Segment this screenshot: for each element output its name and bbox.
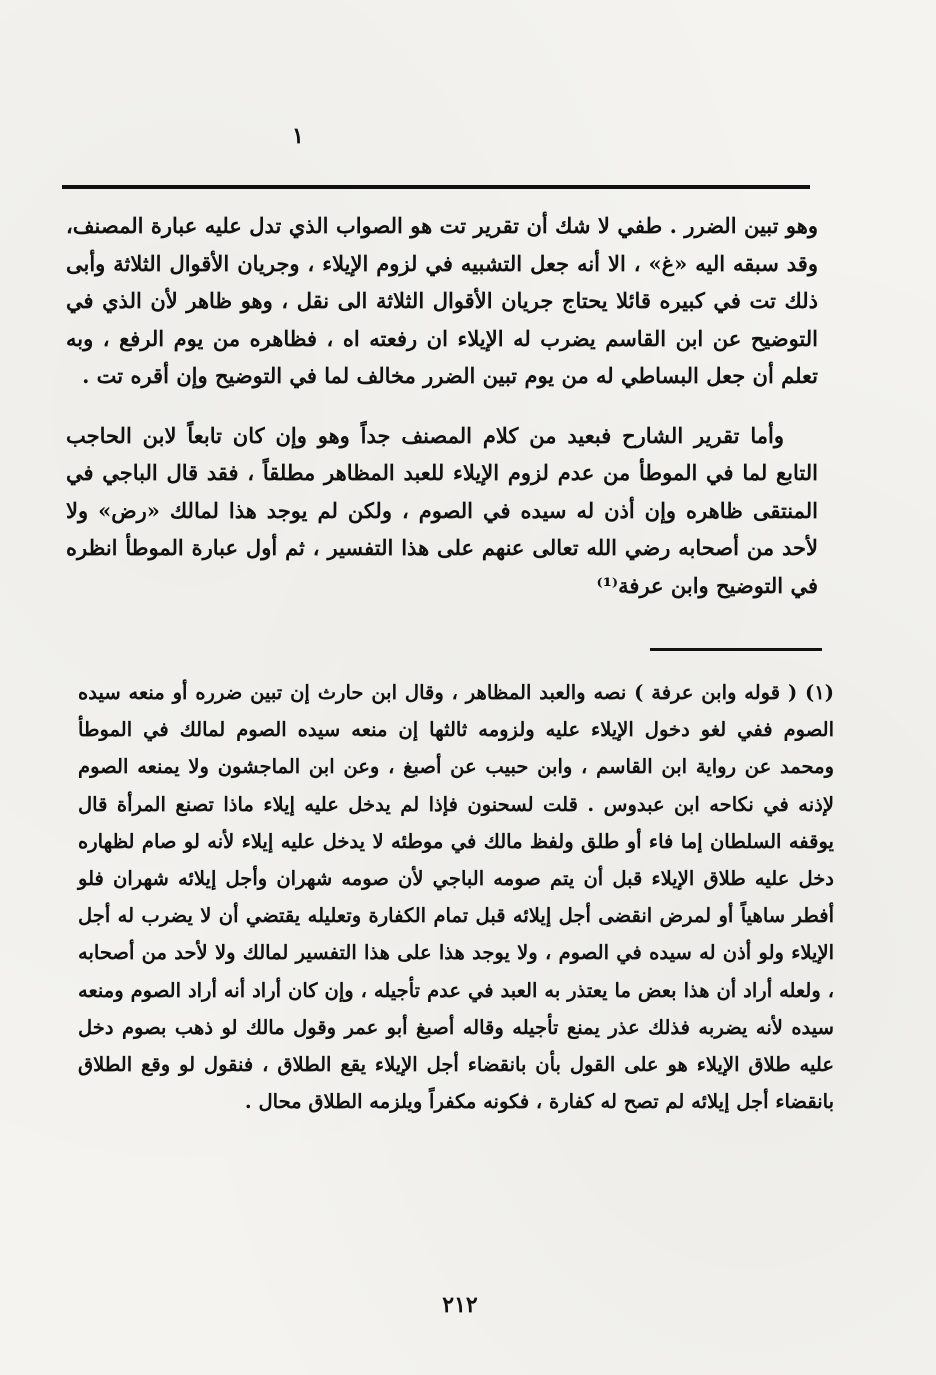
footnote-separator <box>650 648 822 651</box>
header-mark: ١ <box>292 123 304 149</box>
main-text <box>66 207 818 604</box>
footnote-text: (١) ( قوله وابن عرفة ) نصه والعبد المظاهر ، وقال ابن حارث إن تبين ضرره أو منعه سيده الصوم ففي لغو دخول الإيلاء عليه ولزومه ثالثها إن منعه سيده الصوم لمالك في الموطأ ومحمد عن رواية ابن القاسم ، وابن حبيب عن أصبغ ، وعن ابن الماجشون ولا يمنعه الصوم لإذنه في نكاحه ابن عبدوس . قلت لسحنون فإذا لم يدخل عليه إيلاء ماذا تصنع المرأة قال يوقفه السلطان إما فاء أو طلق ولفظ مالك في موطئه لا يدخل عليه إيلاء لأنه لو صام لظهاره دخل عليه طلاق الإيلاء قبل أن يتم صومه الباجي لأن صومه شهران وأجل إيلائه شهران فلو أفطر ساهياً أو لمرض انقضى أجل إيلائه قبل تمام الكفارة وتعليله يقتضي أن لا يضرب له أجل الإيلاء ولو أذن له سيده في الصوم ، ولا يوجد هذا على هذا التفسير لمالك ولا لأحد من أصحابه ، ولعله أراد أن هذا بعض ما يعتذر به العبد في عدم تأجيله ، وإن كان أراد أنه أراد الصوم ومنعه سيده لأنه يضربه فذلك عذر يمنع تأجيله وقاله أصبغ أبو عمر وقول مالك لو ذهب بصوم دخل عليه طلاق الإيلاء هو على القول بأن بانقضاء أجل الإيلاء يقع الطلاق ، فنقول لو وقع الطلاق بانقضاء أجل إيلائه لم تصح له كفارة ، فكونه مكفراً ويلزمه الطلاق محال . <box>78 681 834 1114</box>
footnote <box>78 674 834 1120</box>
main-paragraph-1: وهو تبين الضرر . طفي لا شك أن تقرير تت هو الصواب الذي تدل عليه عبارة المصنف، وقد سبقه اليه «غ» ، الا أنه جعل التشبيه في لزوم الإيلاء ، وجريان الأقوال الثلاثة وأبى ذلك تت في كبيره قائلا يحتاج جريان الأقوال الثلاثة الى نقل ، وهو ظاهر لأن الذي في التوضيح عن ابن القاسم يضرب له الإيلاء ان رفعته اه ، فظاهره من يوم الرفع ، وبه تعلم أن جعل البساطي له من يوم تبين الضرر مخالف لما في التوضيح وإن أقره تت . <box>66 213 818 388</box>
main-paragraph-2: وأما تقرير الشارح فبعيد من كلام المصنف جداً وهو وإن كان تابعاً لابن الحاجب التابع لما في الموطأ من عدم لزوم الإيلاء للعبد المظاهر مطلقاً ، فقد قال الباجي في المنتقى ظاهره وإن أذن له سيده في الصوم ، ولكن لم يوجد هذا لمالك «رض» ولا لأحد من أصحابه رضي الله تعالى عنهم على هذا التفسير ، ثم أول عبارة الموطأ انظره في التوضيح وابن عرفة⁽¹⁾ <box>66 422 818 598</box>
top-rule <box>62 185 810 189</box>
page-number: ٢١٢ <box>442 1292 478 1318</box>
